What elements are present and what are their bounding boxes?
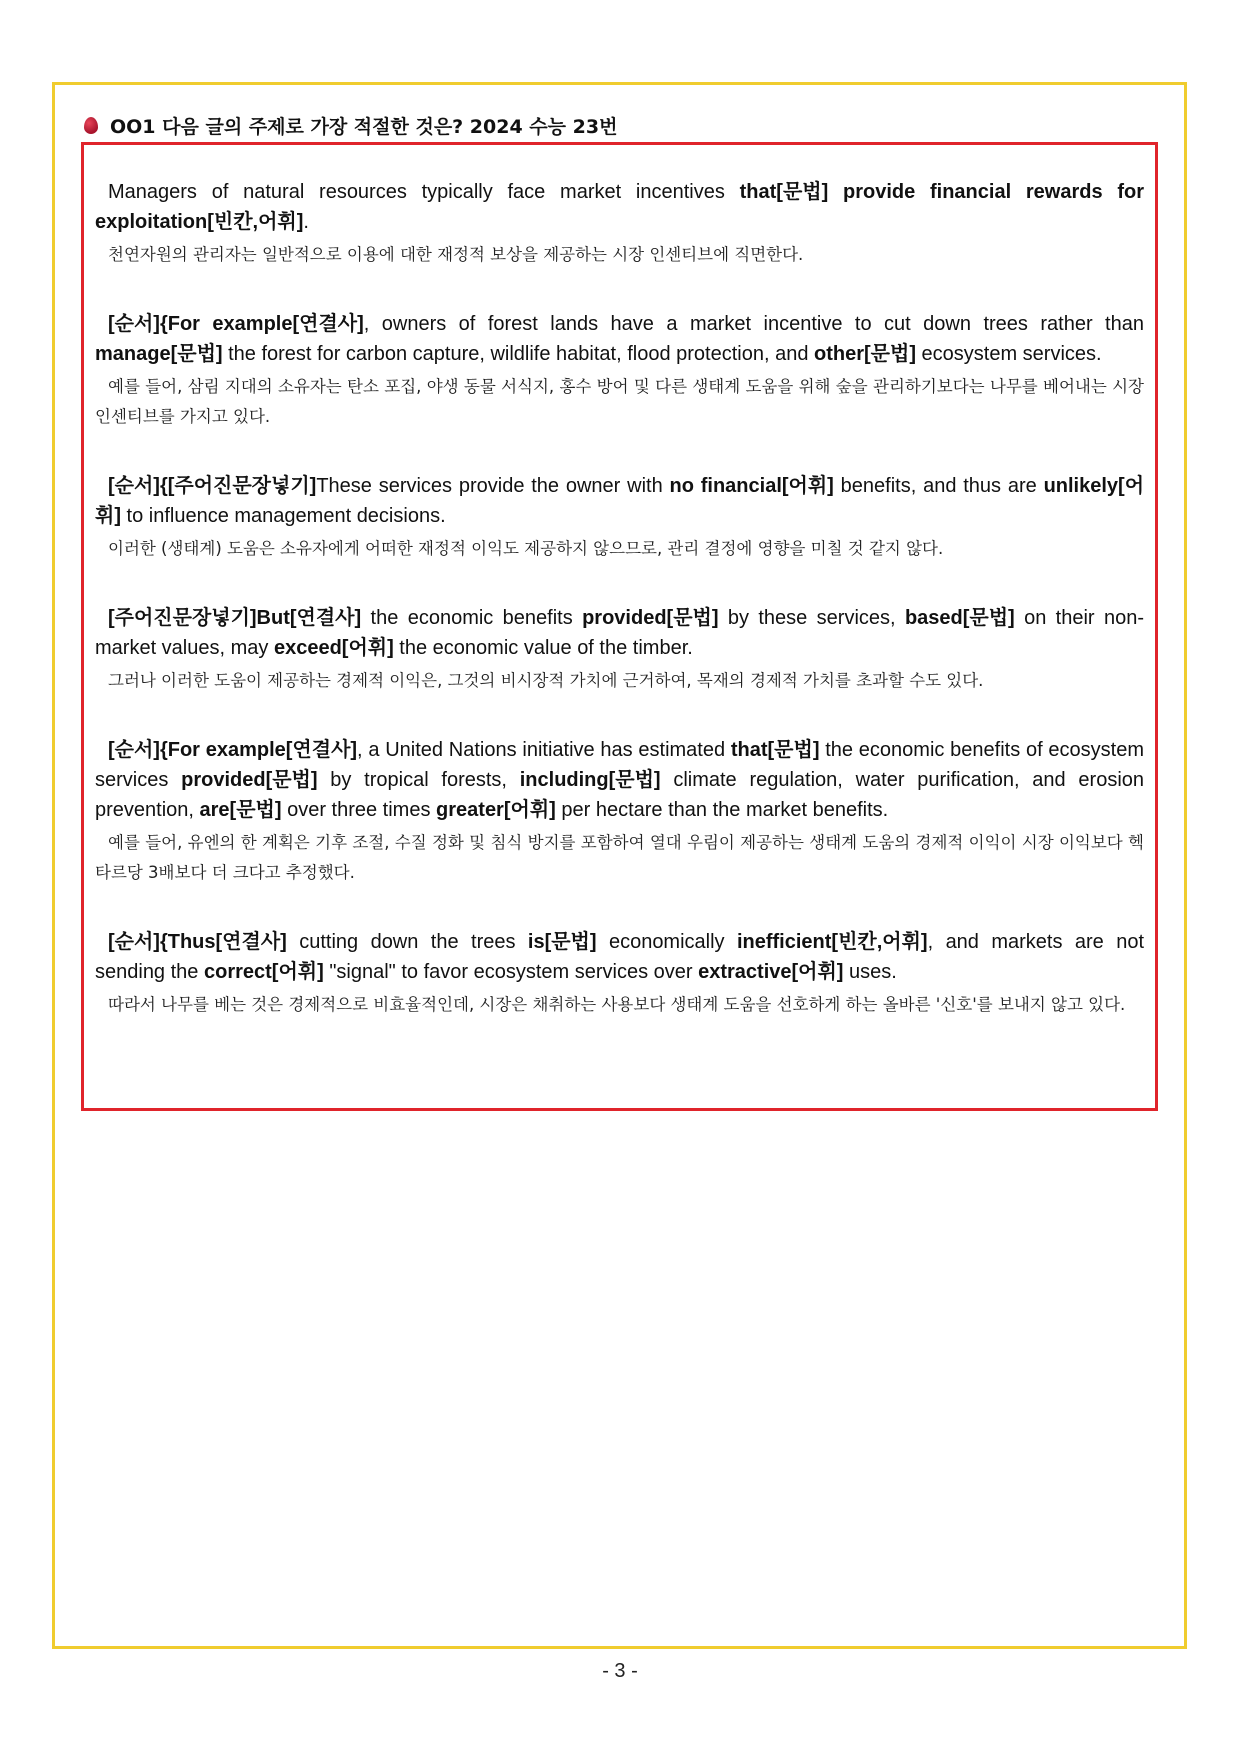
sentence-text: These services provide the owner with (316, 475, 670, 497)
english-sentence (95, 927, 1144, 987)
annotated-phrase: correct[어휘] (203, 961, 324, 983)
sentence-text: "signal" to favor ecosystem services over (323, 961, 699, 983)
annotated-phrase: are[문법] (199, 799, 282, 821)
sentence-text: , a United Nations initiative has estimated (357, 739, 731, 761)
question-header (84, 108, 617, 142)
english-sentence (95, 735, 1144, 825)
passage-paragraph (95, 735, 1144, 888)
annotated-phrase: unlikely[어휘] (95, 475, 1145, 527)
korean-translation: 예를 들어, 삼림 지대의 소유자는 탄소 포집, 야생 동물 서식지, 홍수 방어 및 다른 생태계 도움을 위해 숲을 관리하기보다는 나무를 베어내는 시장 인센티브를 가지고 있다. (95, 377, 1144, 426)
page-number: - 3 - (602, 1660, 638, 1682)
passage-paragraph (95, 603, 1144, 696)
sentence-text: by tropical forests, (317, 769, 520, 791)
question-title: OO1 다음 글의 주제로 가장 적절한 것은? 2024 수능 23번 (110, 115, 618, 138)
sentence-text: per hectare than the market benefits. (555, 799, 889, 821)
sentence-text: , owners of forest lands have a market incentive to cut down trees rather than (363, 313, 1144, 335)
sentence-text: . (303, 211, 309, 233)
annotated-phrase: is[문법] (527, 931, 597, 953)
english-sentence (95, 177, 1144, 237)
passage-paragraph (95, 309, 1144, 432)
annotated-phrase: exceed[어휘] (273, 637, 394, 659)
annotated-phrase: [순서]{Thus[연결사] (108, 931, 287, 953)
korean-translation: 예를 들어, 유엔의 한 계획은 기후 조절, 수질 정화 및 침식 방지를 포함하여 열대 우림이 제공하는 생태계 도움의 경제적 이익이 시장 이익보다 헥타르당 3배보다 더 크다고 추정했다. (95, 833, 1144, 882)
annotated-phrase: greater[어휘] (436, 799, 556, 821)
sentence-text: uses. (843, 961, 897, 983)
english-sentence (95, 309, 1144, 369)
sentence-text: , and markets are not sending the (95, 931, 1145, 983)
sentence-text: on their non-market values, may (95, 607, 1144, 659)
korean-translation: 그러나 이러한 도움이 제공하는 경제적 이익은, 그것의 비시장적 가치에 근거하여, 목재의 경제적 가치를 초과할 수도 있다. (108, 671, 984, 690)
korean-translation: 따라서 나무를 베는 것은 경제적으로 비효율적인데, 시장은 채취하는 사용보다 생태계 도움을 선호하게 하는 올바른 '신호'를 보내지 않고 있다. (108, 995, 1126, 1014)
annotated-phrase: [순서]{For example[연결사] (108, 313, 364, 335)
sentence-text: the economic benefits of ecosystem services (95, 739, 1144, 791)
sentence-text: by these services, (718, 607, 905, 629)
sentence-text: to influence management decisions. (120, 505, 446, 527)
annotated-phrase: other[문법] (814, 343, 916, 365)
annotated-phrase: provided[문법] (181, 769, 318, 791)
sentence-text: cutting down the trees (286, 931, 528, 953)
red-bullet-icon (84, 117, 98, 134)
sentence-text: benefits, and thus are (833, 475, 1044, 497)
annotated-phrase: inefficient[빈칸,어휘] (736, 931, 928, 953)
annotated-phrase: based[문법] (904, 607, 1015, 629)
annotated-phrase: manage[문법] (95, 343, 223, 365)
english-sentence (95, 471, 1144, 531)
passage-paragraph (95, 927, 1144, 1020)
english-sentence (95, 603, 1144, 663)
sentence-text: the economic benefits (361, 607, 583, 629)
sentence-text: economically (596, 931, 737, 953)
annotated-phrase: provided[문법] (582, 607, 719, 629)
sentence-text: the economic value of the timber. (393, 637, 693, 659)
annotated-phrase: no financial[어휘] (669, 475, 834, 497)
korean-translation: 이러한 (생태계) 도움은 소유자에게 어떠한 재정적 이익도 제공하지 않으므로, 관리 결정에 영향을 미칠 것 같지 않다. (108, 539, 944, 558)
annotated-phrase: [순서]{For example[연결사] (108, 739, 358, 761)
sentence-text: ecosystem services. (915, 343, 1102, 365)
sentence-text: over three times (281, 799, 437, 821)
korean-translation: 천연자원의 관리자는 일반적으로 이용에 대한 재정적 보상을 제공하는 시장 인센티브에 직면한다. (108, 245, 804, 264)
annotated-phrase: that[문법] provide financial rewards for exploitation[빈칸,어휘] (95, 181, 1145, 233)
passage-paragraph (95, 471, 1144, 564)
annotated-phrase: that[문법] (730, 739, 820, 761)
passage-box (81, 142, 1158, 1111)
annotated-phrase: extractive[어휘] (698, 961, 844, 983)
passage-paragraph (95, 177, 1144, 270)
annotated-phrase: [순서]{[주어진문장넣기] (108, 475, 317, 497)
annotated-phrase: [주어진문장넣기]But[연결사] (108, 607, 362, 629)
annotated-phrase: including[문법] (519, 769, 661, 791)
sentence-text: the forest for carbon capture, wildlife habitat, flood protection, and (222, 343, 815, 365)
sentence-text: climate regulation, water purification, and erosion prevention, (95, 769, 1145, 821)
sentence-text: Managers of natural resources typically face market incentives (108, 181, 740, 203)
